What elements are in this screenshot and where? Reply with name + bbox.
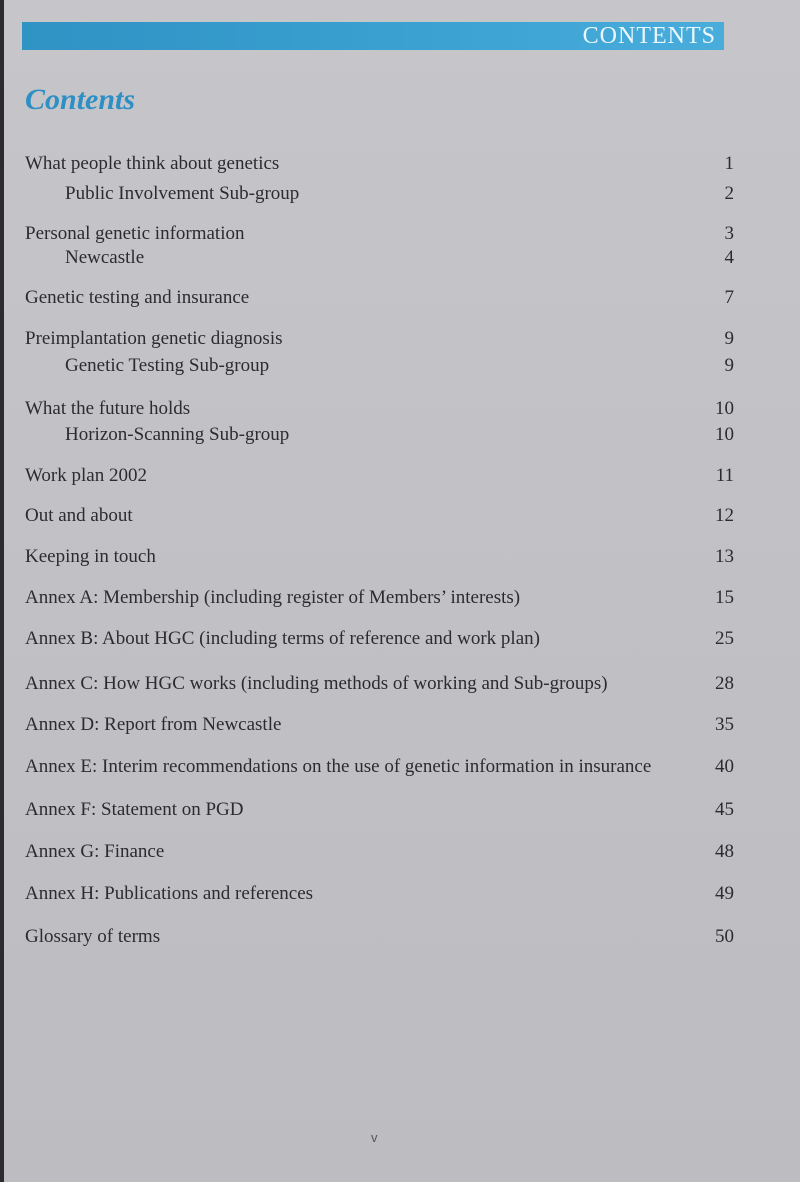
toc-entry-page-number: 49	[715, 883, 734, 904]
toc-entry-title: Horizon-Scanning Sub-group	[65, 424, 290, 445]
toc-entry[interactable]	[0, 462, 800, 490]
toc-entry[interactable]	[0, 753, 800, 781]
toc-entry-title: Annex G: Finance	[25, 841, 165, 862]
toc-entry[interactable]	[0, 502, 800, 530]
toc-entry-page-number: 13	[715, 546, 734, 567]
toc-entry-title: Annex A: Membership (including register of Members’ interests)	[25, 587, 521, 608]
toc-entry[interactable]	[0, 543, 800, 571]
toc-entry-title: Newcastle	[65, 247, 145, 268]
toc-entry[interactable]	[0, 325, 800, 353]
toc-entry[interactable]	[0, 150, 800, 178]
toc-entry-title: Public Involvement Sub-group	[65, 183, 300, 204]
toc-entry-page-number: 25	[715, 628, 734, 649]
page-number: v	[371, 1130, 378, 1145]
toc-entry-title: Annex B: About HGC (including terms of reference and work plan)	[25, 628, 540, 649]
toc-entry[interactable]	[0, 284, 800, 312]
toc-entry-title: Genetic Testing Sub-group	[65, 355, 270, 376]
toc-entry[interactable]	[0, 395, 800, 423]
toc-entry[interactable]	[0, 625, 800, 653]
toc-entry-title: Work plan 2002	[25, 465, 147, 486]
toc-entry-title: Preimplantation genetic diagnosis	[25, 328, 283, 349]
toc-entry[interactable]	[0, 670, 800, 698]
toc-entry-page-number: 40	[715, 756, 734, 777]
toc-entry[interactable]	[0, 352, 800, 380]
toc-entry-page-number: 35	[715, 714, 734, 735]
toc-entry-title: Annex D: Report from Newcastle	[25, 714, 282, 735]
toc-entry-page-number: 28	[715, 673, 734, 694]
section-banner	[22, 22, 724, 50]
toc-entry-page-number: 10	[715, 424, 734, 445]
toc-entry-page-number: 7	[724, 287, 734, 308]
toc-entry-title: What people think about genetics	[25, 153, 280, 174]
toc-entry-page-number: 45	[715, 799, 734, 820]
toc-entry-title: Annex C: How HGC works (including methods of working and Sub-groups)	[25, 673, 608, 694]
toc-entry[interactable]	[0, 421, 800, 449]
toc-entry-title: What the future holds	[25, 398, 191, 419]
toc-entry[interactable]	[0, 880, 800, 908]
page-title: Contents	[25, 83, 136, 116]
toc-entry-page-number: 48	[715, 841, 734, 862]
toc-entry[interactable]	[0, 244, 800, 272]
toc-entry-title: Keeping in touch	[25, 546, 156, 567]
toc-entry[interactable]	[0, 796, 800, 824]
toc-entry-title: Personal genetic information	[25, 223, 245, 244]
toc-entry[interactable]	[0, 923, 800, 951]
toc-entry-page-number: 9	[724, 355, 734, 376]
toc-entry[interactable]	[0, 711, 800, 739]
toc-entry-title: Out and about	[25, 505, 133, 526]
toc-entry[interactable]	[0, 838, 800, 866]
toc-entry-page-number: 9	[724, 328, 734, 349]
toc-entry-page-number: 15	[715, 587, 734, 608]
toc-entry-page-number: 10	[715, 398, 734, 419]
toc-entry-page-number: 3	[724, 223, 734, 244]
toc-entry-title: Genetic testing and insurance	[25, 287, 250, 308]
toc-entry[interactable]	[0, 584, 800, 612]
toc-entry-page-number: 2	[724, 183, 734, 204]
toc-entry-title: Annex E: Interim recommendations on the use of genetic information in insurance	[25, 756, 652, 777]
toc-entry-page-number: 4	[724, 247, 734, 268]
toc-entry-page-number: 50	[715, 926, 734, 947]
toc-entry[interactable]	[0, 180, 800, 208]
toc-entry-title: Annex F: Statement on PGD	[25, 799, 244, 820]
toc-entry-page-number: 1	[724, 153, 734, 174]
banner-label: CONTENTS	[582, 23, 716, 49]
toc-entry-title: Annex H: Publications and references	[25, 883, 314, 904]
toc-entry-title: Glossary of terms	[25, 926, 161, 947]
toc-entry-page-number: 12	[715, 505, 734, 526]
toc-entry-page-number: 11	[715, 465, 734, 486]
